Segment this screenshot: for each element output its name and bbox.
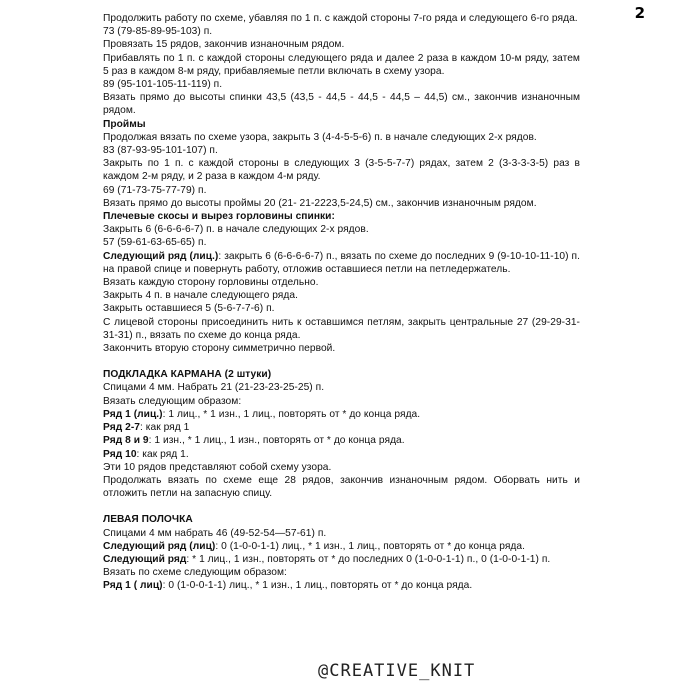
line-text: : 1 лиц., * 1 изн., 1 лиц., повторять от * до конца ряда. [162,408,421,420]
text-line [103,131,580,144]
text-line [103,566,580,579]
line-text: 69 (71-73-75-77-79) п. [103,184,207,196]
bold-label: Ряд 10 [103,448,137,460]
line-text: 83 (87-93-95-101-107) п. [103,145,218,157]
bold-label: Ряд 1 (лиц.) [103,408,163,420]
line-text: 73 (79-85-89-95-103) п. [103,26,213,38]
line-text: Закрыть 4 п. в начале следующего ряда. [103,290,298,302]
bold-label: Следующий ряд (лиц) [103,540,216,552]
text-line [103,78,580,91]
line-text: Продолжить работу по схеме, убавляя по 1 п. с каждой стороны 7-го ряда и следующего 6-го ряда. [103,13,578,24]
text-line [103,12,580,25]
line-text: Продолжая вязать по схеме узора, закрыть 3 (4-4-5-5-6) п. в начале следующих 2-х рядов. [103,131,537,143]
line-text: Закрыть оставшиеся 5 (5-6-7-7-6) п. [103,303,275,315]
text-line [103,448,580,461]
page-number: 2 [634,4,645,22]
bold-label: Ряд 2-7 [103,422,140,434]
text-line [103,579,580,592]
text-line [103,434,580,447]
line-text: Спицами 4 мм. Набрать 21 (21-23-23-25-25) п. [103,382,325,394]
text-line [103,408,580,421]
line-text: Закончить вторую сторону симметрично первой. [103,343,336,355]
bold-label: Проймы [103,118,146,130]
text-line [103,527,580,540]
text-line [103,289,580,302]
line-text: Эти 10 рядов представляют собой схему узора. [103,461,332,473]
bold-label: Следующий ряд (лиц.) [103,250,219,262]
bold-label: ПОДКЛАДКА КАРМАНА (2 штуки) [103,369,272,381]
text-line [103,157,580,183]
text-line [103,184,580,197]
text-line [103,118,580,131]
text-line [103,38,580,51]
text-line [103,210,580,223]
line-text: Вязать прямо до высоты спинки 43,5 (43,5 - 44,5 - 44,5 - 44,5 – 44,5) см., закончив изнаночным рядом. [103,92,580,117]
line-text: Прибавлять по 1 п. с каждой стороны следующего ряда и далее 2 раза в каждом 10-м ряду, затем 5 раз в каждом 8-м ряду, прибавляемые петли включать в схему узора. [103,52,580,77]
bold-label: Ряд 8 и 9 [103,435,149,447]
line-text: Вязать прямо до высоты проймы 20 (21- 21-2223,5-24,5) см., закончив изнаночным рядом. [103,197,537,209]
line-text: : как ряд 1. [136,448,189,460]
text-line [103,461,580,474]
text-line [103,25,580,38]
text-line [103,302,580,315]
line-text: Вязать по схеме следующим образом: [103,567,287,579]
bold-label: Следующий ряд [103,553,187,565]
text-line [103,316,580,342]
line-text: : 0 (1-0-0-1-1) лиц., * 1 изн., 1 лиц., повторять от * до конца ряда. [162,580,473,592]
line-text: : как ряд 1 [139,422,190,434]
line-text: С лицевой стороны присоединить нить к оставшимся петлям, закрыть центральные 27 (29-29-31-31-31) п., вязать по схеме до конца ряда. [103,316,580,341]
text-line [103,513,580,526]
bold-label: Ряд 1 ( лиц) [103,580,163,592]
line-text: Вязать следующим образом: [103,395,242,407]
watermark: @CREATIVE_KNIT [318,661,476,681]
line-text: 57 (59-61-63-65-65) п. [103,237,207,249]
text-line [103,91,580,117]
line-text: Провязать 15 рядов, закончив изнаночным рядом. [103,39,345,51]
line-text: : 0 (1-0-0-1-1) лиц., * 1 изн., 1 лиц., повторять от * до конца ряда. [215,540,525,552]
line-text: : 1 изн., * 1 лиц., 1 изн., повторять от * до конца ряда. [148,435,405,447]
bold-label: ЛЕВАЯ ПОЛОЧКА [103,514,193,526]
line-text: Продолжать вязать по схеме еще 28 рядов, закончив изнаночным рядом. Оборвать нить и отложить петли на запасную спицу. [103,474,580,500]
line-text: Закрыть 6 (6-6-6-6-7) п. в начале следующих 2-х рядов. [103,224,369,236]
line-text: : закрыть 6 (6-6-6-6-7) п., вязать по схеме до последних 9 (9-10-10-11-10) п. на правой спице и повернуть работу, отложив оставшиеся петли на петледержатель. [103,250,580,275]
text-line [103,276,580,289]
text-line [103,223,580,236]
line-text: 89 (95-101-105-11-119) п. [103,79,223,91]
text-line [103,540,580,553]
line-text: Вязать каждую сторону горловины отдельно. [103,277,319,289]
text-line [103,342,580,355]
line-text: Закрыть по 1 п. с каждой стороны в следующих 3 (3-5-5-7-7) рядах, затем 2 (3-3-3-3-5) раз в каждом 2-м ряду, и 2 раза в каждом 4-м ряду. [103,158,580,183]
text-line [103,144,580,157]
text-line [103,197,580,210]
text-line [103,250,580,276]
text-line [103,421,580,434]
line-text: Спицами 4 мм набрать 46 (49-52-54—57-61) п. [103,527,327,539]
text-line [103,52,580,78]
document-body [103,12,580,593]
text-line [103,236,580,249]
text-line [103,553,580,566]
text-line [103,381,580,394]
text-line [103,474,580,500]
bold-label: Плечевые скосы и вырез горловины спинки: [103,211,335,223]
text-line [103,395,580,408]
text-line [103,368,580,381]
line-text: : * 1 лиц., 1 изн., повторять от * до последних 0 (1-0-0-1-1) п., 0 (1-0-0-1-1) п. [186,553,551,565]
